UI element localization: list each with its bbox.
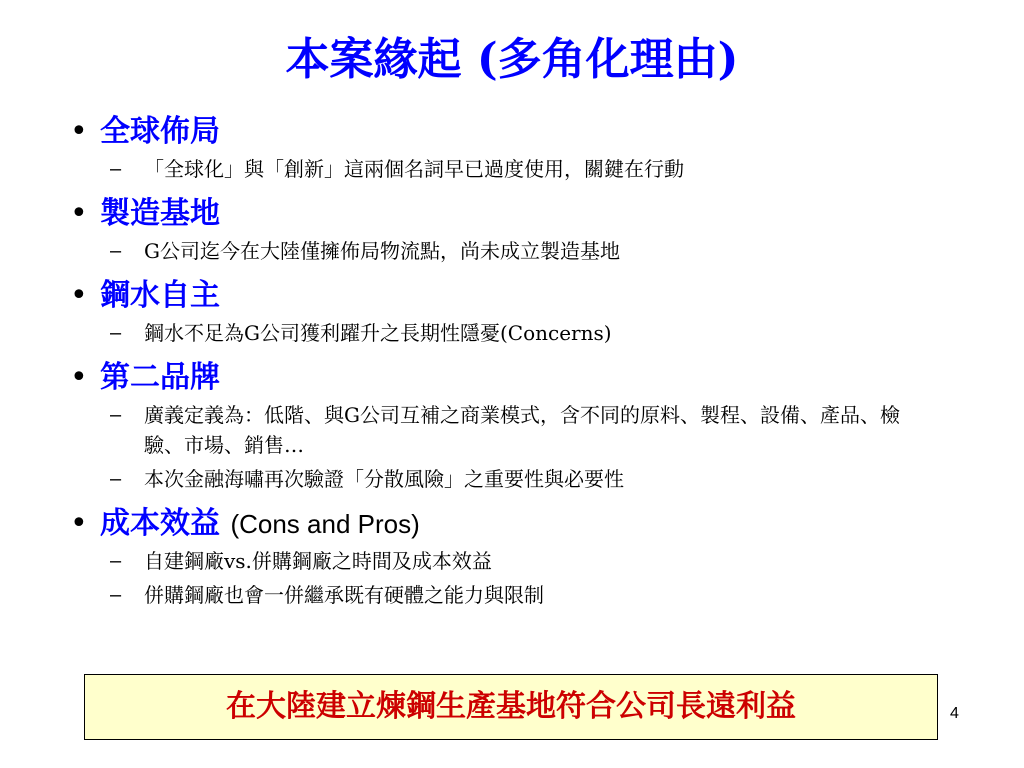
sub-marker: – [110, 404, 122, 426]
bullet-marker: • [70, 196, 88, 231]
sub-marker: – [110, 584, 122, 606]
bullet-heading-text: 製造基地 [100, 196, 220, 231]
sub-item-text: 本次金融海嘯再次驗證「分散風險」之重要性與必要性 [144, 467, 624, 491]
sub-item [110, 546, 970, 576]
sub-item-text: 併購鋼廠也會一併繼承既有硬體之能力與限制 [144, 583, 544, 607]
slide-title: 本案緣起 (多角化理由) [285, 34, 739, 85]
bullet-item [70, 356, 970, 494]
bullet-heading-suffix: (Cons and Pros) [230, 509, 420, 539]
sub-item [110, 236, 970, 266]
bullet-item [70, 502, 970, 610]
bullet-marker: • [70, 506, 88, 541]
bullet-marker: • [70, 278, 88, 313]
sub-marker: – [110, 240, 122, 262]
sub-item [110, 318, 970, 348]
bullet-heading [100, 110, 220, 154]
sub-marker: – [110, 468, 122, 490]
bullet-heading [100, 356, 220, 400]
bullet-heading [100, 274, 220, 318]
bullet-heading-text: 鋼水自主 [100, 278, 220, 313]
sub-item-text: 鋼水不足為G公司獲利躍升之長期性隱憂(Concerns) [144, 321, 612, 345]
bullet-marker: • [70, 114, 88, 149]
bullet-item [70, 192, 970, 266]
sub-item-text: G公司迄今在大陸僅擁佈局物流點，尚未成立製造基地 [144, 239, 620, 263]
bullet-list [70, 110, 970, 610]
page-number: 4 [950, 705, 959, 722]
conclusion-box: 在大陸建立煉鋼生產基地符合公司長遠利益 [84, 674, 938, 740]
bullet-heading [100, 502, 420, 546]
bullet-item [70, 110, 970, 184]
sub-item [110, 464, 970, 494]
bullet-heading-text: 全球佈局 [100, 114, 220, 149]
bullet-marker: • [70, 360, 88, 395]
sub-item [110, 580, 970, 610]
sub-item [110, 400, 970, 460]
sub-item-text: 「全球化」與「創新」這兩個名詞早已過度使用，關鍵在行動 [144, 157, 684, 181]
sub-item-text: 自建鋼廠vs.併購鋼廠之時間及成本效益 [144, 549, 492, 573]
bullet-item [70, 274, 970, 348]
bullet-heading-text: 第二品牌 [100, 360, 220, 395]
sub-marker: – [110, 550, 122, 572]
sub-item-text: 廣義定義為：低階、與G公司互補之商業模式，含不同的原料、製程、設備、產品、檢驗、市場、銷售… [144, 403, 900, 457]
sub-marker: – [110, 322, 122, 344]
bullet-heading-text: 成本效益 [100, 506, 220, 541]
bullet-heading [100, 192, 220, 236]
sub-item [110, 154, 970, 184]
sub-marker: – [110, 158, 122, 180]
